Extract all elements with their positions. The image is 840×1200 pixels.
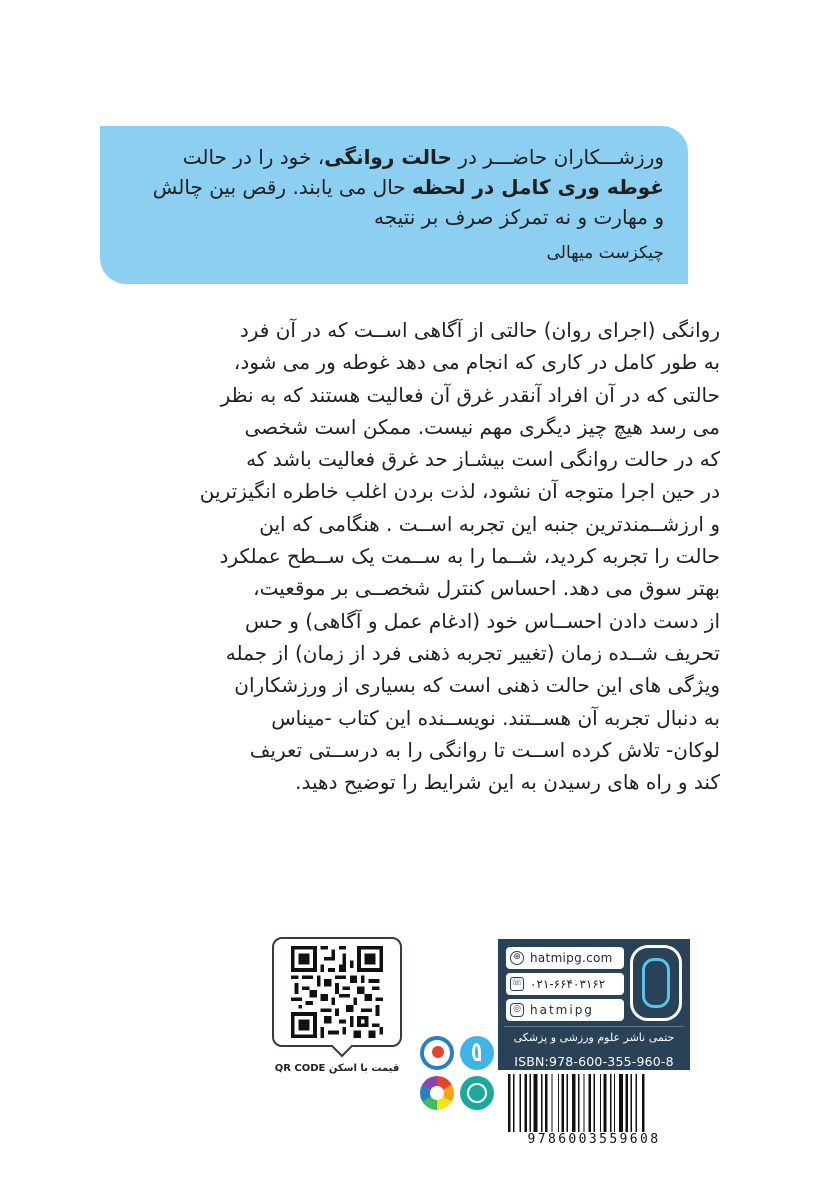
blurb-text xyxy=(100,314,720,798)
blurb-line: حالتی که در آن افراد آنقدر غرق آن فعالیت هستند که به نظر xyxy=(220,382,720,407)
quote-line-3: و مهارت و نه تمرکز صرف بر نتیجه xyxy=(374,205,664,229)
quote-line-2: غوطه وری کامل در لحظه حال می یابند. رقص بین چالش xyxy=(152,175,664,199)
instagram-row[interactable] xyxy=(506,999,624,1021)
isbn-label: ISBN:978-600-355-960-8 xyxy=(498,1054,690,1070)
quote-author: چیکزست میهالی xyxy=(546,243,664,263)
blurb-line: و ارزشــمندترین جنبه این تجربه اســت . هنگامی که این xyxy=(259,511,720,536)
divider xyxy=(504,1026,684,1027)
blurb-line: حالت را تجربه کردید، شــما را به ســمت یک ســطح عملکرد xyxy=(219,544,720,569)
publisher-logo-icon xyxy=(630,945,682,1021)
phone-icon: ☏ xyxy=(510,977,524,991)
instagram-icon: ◎ xyxy=(510,1003,524,1017)
website-row[interactable] xyxy=(506,947,624,969)
publisher-panel xyxy=(498,939,690,1069)
blurb-line: به طور کامل در کاری که انجام می دهد غوطه ور می شود، xyxy=(233,350,720,375)
blurb-line: از دست دادن احســاس خود (ادغام عمل و آگاهی) و حس xyxy=(245,608,720,633)
publisher-name: حتمی ناشر علوم ورزشی و پزشکی xyxy=(513,1031,675,1044)
blurb-line: می رسد هیچ چیز دیگری مهم نیست. ممکن است شخصی xyxy=(244,414,720,439)
sports-logo-icon xyxy=(420,1036,454,1070)
quote-line-1: ورزشـــکاران حاضـــر در حالت روانگی، خود را در حالت xyxy=(182,145,664,169)
blurb-line: کند و راه های رسیدن به این شرایط را توضیح دهید. xyxy=(295,770,720,795)
website-text: hatmipg.com xyxy=(530,951,613,965)
instagram-text: hatmipg xyxy=(530,1003,594,1017)
blurb-line: لوکان- تلاش کرده اســت تا روانگی را به درســتی تعریف xyxy=(249,737,720,762)
phone-text: ۰۲۱-۶۶۴۰۳۱۶۲ xyxy=(530,977,606,991)
quote-box xyxy=(100,126,688,284)
qr-code-icon[interactable] xyxy=(288,946,386,1038)
blurb-line: ویژگی های این حالت ذهنی است که بسیاری از ورزشکاران xyxy=(234,673,720,698)
blurb-line: روانگی (اجرای روان) حالتی از آگاهی اســت که در آن فرد xyxy=(239,318,720,342)
blurb-line: تحریف شــده زمان (تغییر تجربه ذهنی فرد از زمان) از جمله xyxy=(225,640,720,665)
barcode-digits: 9786003559608 xyxy=(498,1132,690,1147)
runner-logo-icon xyxy=(460,1036,494,1070)
blurb-line: که در حالت روانگی است بیشـاز حد غرق فعالیت باشد که xyxy=(246,447,720,472)
globe-icon: ⊕ xyxy=(510,951,524,965)
blurb-line: به دنبال تجربه آن هســتند. نویســنده این کتاب -میناس xyxy=(271,705,720,730)
barcode-icon xyxy=(498,1074,690,1132)
qr-frame xyxy=(272,937,402,1047)
publisher-seal-icon xyxy=(460,1076,494,1110)
phone-row[interactable] xyxy=(506,973,624,995)
blurb-line: در حین اجرا متوجه آن نشود، لذت بردن اغلب خاطره انگیزترین xyxy=(199,479,720,504)
color-wheel-logo-icon xyxy=(420,1076,454,1110)
qr-caption: قیمت با اسکن QR CODE xyxy=(274,1063,400,1074)
blurb-line: بهتر سوق می دهد. احساس کنترل شخصــی بر موقعیت، xyxy=(253,576,720,601)
quote-emphasis-flow: حالت روانگی xyxy=(324,145,452,169)
quote-emphasis-immersion: غوطه وری کامل در لحظه xyxy=(412,175,664,199)
